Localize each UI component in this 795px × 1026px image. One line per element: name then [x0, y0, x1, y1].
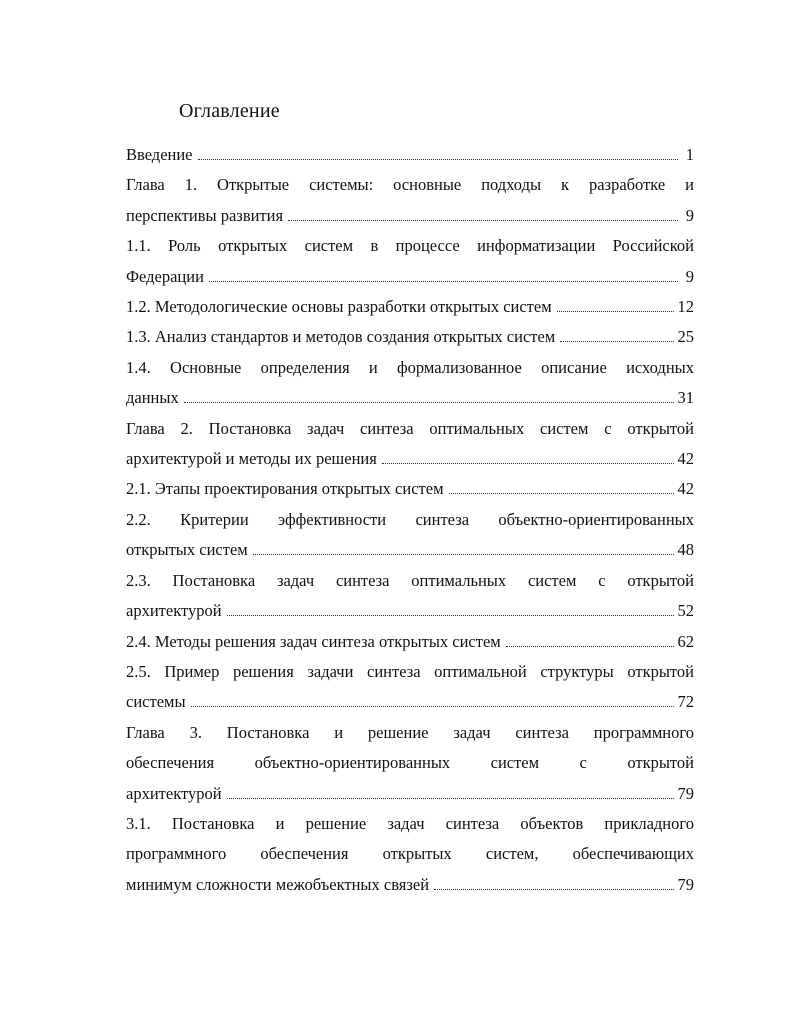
toc-page-number: 52 [677, 601, 694, 621]
toc-entry-last-line [126, 535, 694, 565]
toc-entry[interactable] [126, 170, 694, 231]
toc-entry[interactable] [126, 657, 694, 718]
toc-entry-line: 2.2. Критерии эффективности синтеза объектно-ориентированных [126, 509, 694, 529]
toc-entry[interactable] [126, 809, 694, 900]
toc-entry-title: архитектурой [126, 601, 222, 621]
toc-entry[interactable] [126, 140, 694, 170]
toc-page-number: 79 [677, 783, 694, 803]
toc-entry-last-line [126, 474, 694, 504]
dot-leader [209, 280, 678, 282]
toc-entry-last-line [126, 444, 694, 474]
toc-entry-last-line [126, 201, 694, 231]
toc-entry-title: системы [126, 692, 186, 712]
toc-page-number: 12 [677, 297, 694, 317]
toc-entry-title: 2.1. Этапы проектирования открытых систем [126, 479, 444, 499]
toc-entry-last-line [126, 262, 694, 292]
toc-entry-last-line [126, 627, 694, 657]
toc-entry[interactable] [126, 231, 694, 292]
toc-entry-title: данных [126, 388, 179, 408]
toc-entry-title: 1.3. Анализ стандартов и методов создания открытых систем [126, 327, 556, 347]
toc-entry-line: Глава 2. Постановка задач синтеза оптимальных систем с открытой [126, 418, 694, 438]
toc-entry-line: Глава 3. Постановка и решение задач синтеза программного [126, 722, 694, 742]
toc-page-number: 72 [677, 692, 694, 712]
toc-page-number: 9 [685, 266, 694, 286]
toc-entry-last-line [126, 596, 694, 626]
toc-page-number: 9 [685, 205, 694, 225]
toc-entry[interactable] [126, 566, 694, 627]
toc-page-number: 25 [677, 327, 694, 347]
table-of-contents [126, 140, 694, 900]
dot-leader [382, 462, 674, 464]
dot-leader [560, 340, 673, 342]
toc-page-number: 79 [677, 874, 694, 894]
toc-page-number: 48 [677, 540, 694, 560]
dot-leader [557, 310, 674, 312]
toc-entry-line: 3.1. Постановка и решение задач синтеза объектов прикладного [126, 813, 694, 833]
toc-entry-line: Глава 1. Открытые системы: основные подходы к разработке и [126, 175, 694, 195]
dot-leader [191, 705, 674, 707]
toc-page-number: 42 [677, 479, 694, 499]
toc-entry-line: 1.4. Основные определения и формализованное описание исходных [126, 357, 694, 377]
dot-leader [227, 614, 674, 616]
toc-entry-title: 2.4. Методы решения задач синтеза открытых систем [126, 631, 501, 651]
toc-entry-last-line [126, 322, 694, 352]
toc-entry[interactable] [126, 505, 694, 566]
toc-entry-line: 2.3. Постановка задач синтеза оптимальных систем с открытой [126, 570, 694, 590]
toc-entry-title: перспективы развития [126, 205, 284, 225]
toc-entry[interactable] [126, 322, 694, 352]
toc-entry[interactable] [126, 292, 694, 322]
dot-leader [253, 553, 674, 555]
toc-entry-line: 2.5. Пример решения задачи синтеза оптимальной структуры открытой [126, 661, 694, 681]
toc-entry[interactable] [126, 474, 694, 504]
toc-entry-line: 1.1. Роль открытых систем в процессе информатизации Российской [126, 236, 694, 256]
toc-entry-title: 1.2. Методологические основы разработки открытых систем [126, 297, 552, 317]
toc-entry-last-line [126, 140, 694, 170]
toc-entry-title: Федерации [126, 266, 204, 286]
dot-leader [227, 797, 674, 799]
dot-leader [434, 888, 673, 890]
toc-entry-title: минимум сложности межобъектных связей [126, 874, 430, 894]
toc-entry-title: Введение [126, 145, 193, 164]
toc-entry[interactable] [126, 718, 694, 809]
toc-page-number: 62 [677, 631, 694, 651]
toc-entry-last-line [126, 779, 694, 809]
toc-entry-last-line [126, 870, 694, 900]
toc-page-number: 31 [677, 388, 694, 408]
toc-entry[interactable] [126, 627, 694, 657]
toc-page-number: 42 [677, 449, 694, 469]
toc-entry-last-line [126, 292, 694, 322]
toc-entry-line: программного обеспечения открытых систем, обеспечивающих [126, 844, 694, 864]
dot-leader [184, 401, 674, 403]
dot-leader [288, 219, 678, 221]
toc-entry[interactable] [126, 414, 694, 475]
page-title: Оглавление [179, 100, 280, 122]
toc-entry-title: открытых систем [126, 540, 248, 560]
toc-entry-title: архитектурой [126, 783, 222, 803]
toc-entry-last-line [126, 687, 694, 717]
dot-leader [449, 492, 674, 494]
toc-entry-last-line [126, 383, 694, 413]
toc-entry[interactable] [126, 353, 694, 414]
toc-entry-line: обеспечения объектно-ориентированных систем с открытой [126, 753, 694, 773]
dot-leader [198, 158, 678, 160]
dot-leader [506, 645, 674, 647]
toc-page-number: 1 [685, 145, 694, 164]
toc-entry-title: архитектурой и методы их решения [126, 449, 377, 469]
